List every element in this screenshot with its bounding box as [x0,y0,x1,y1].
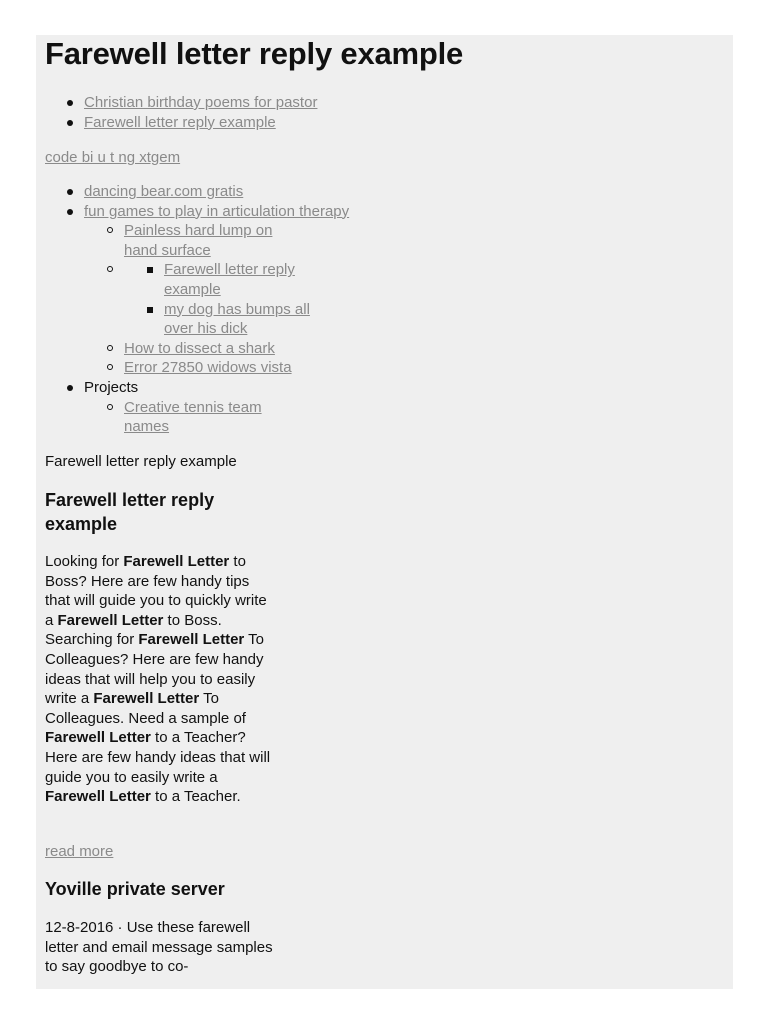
link-farewell-letter[interactable]: Farewell letter reply example [84,113,276,131]
nav-menu [84,182,404,437]
menu-item [84,378,404,437]
plain-text-line: Farewell letter reply example [45,453,237,470]
content-panel [36,35,733,989]
submenu-item [124,358,304,378]
link-error-27850[interactable]: Error 27850 widows vista [124,359,292,377]
code-link[interactable]: code bi u t ng xtgem [45,149,181,166]
link-fun-games[interactable]: fun games to play in articulation therapy [84,202,350,220]
submenu-item [124,221,304,260]
submenu-item [124,339,304,359]
submenu-item [124,260,310,338]
article-paragraph: Looking for Farewell Letter to Boss? Here are few handy tips that will guide you to quickly write a Farewell Letter to Boss. Searching for Farewell Letter To Colleagues? Here are few handy ideas that will help you to easily write a Farewell Letter To Colleagues. Need a sample of Farewell Letter to a Teacher? Here are few handy ideas that will guide you to easily write a Farewell Letter to a Teacher. [45,553,271,806]
section-heading: Yoville private server [45,879,225,899]
top-links-list [84,93,404,132]
menu-item [84,182,404,202]
link-christian-poems[interactable]: Christian birthday poems for pastor [84,94,318,111]
list-item [84,93,404,113]
article-heading: Farewell letter reply example [45,490,215,534]
menu-item [84,202,404,378]
submenu [124,398,289,437]
sub-submenu [164,260,324,338]
link-painless-lump[interactable]: Painless hard lump on hand surface [124,222,273,259]
link-dog-bumps[interactable]: my dog has bumps all over his dick [164,300,310,338]
submenu-item [124,398,289,437]
section-paragraph: 12-8-2016 · Use these farewell letter and email message samples to say goodbye to co- [45,919,273,976]
link-dancing-bear[interactable]: dancing bear.com gratis [84,183,244,200]
link-tennis-names[interactable]: Creative tennis team names [124,398,262,436]
sub-submenu-item [164,300,324,339]
read-more-link[interactable]: read more [45,843,114,860]
list-item [84,113,404,133]
submenu [124,221,310,378]
link-farewell-letter-2[interactable]: Farewell letter reply example [164,261,295,298]
projects-label: Projects [84,378,139,396]
sub-submenu-item [164,260,324,299]
page-title: Farewell letter reply example [45,36,464,71]
link-dissect-shark[interactable]: How to dissect a shark [124,339,275,357]
